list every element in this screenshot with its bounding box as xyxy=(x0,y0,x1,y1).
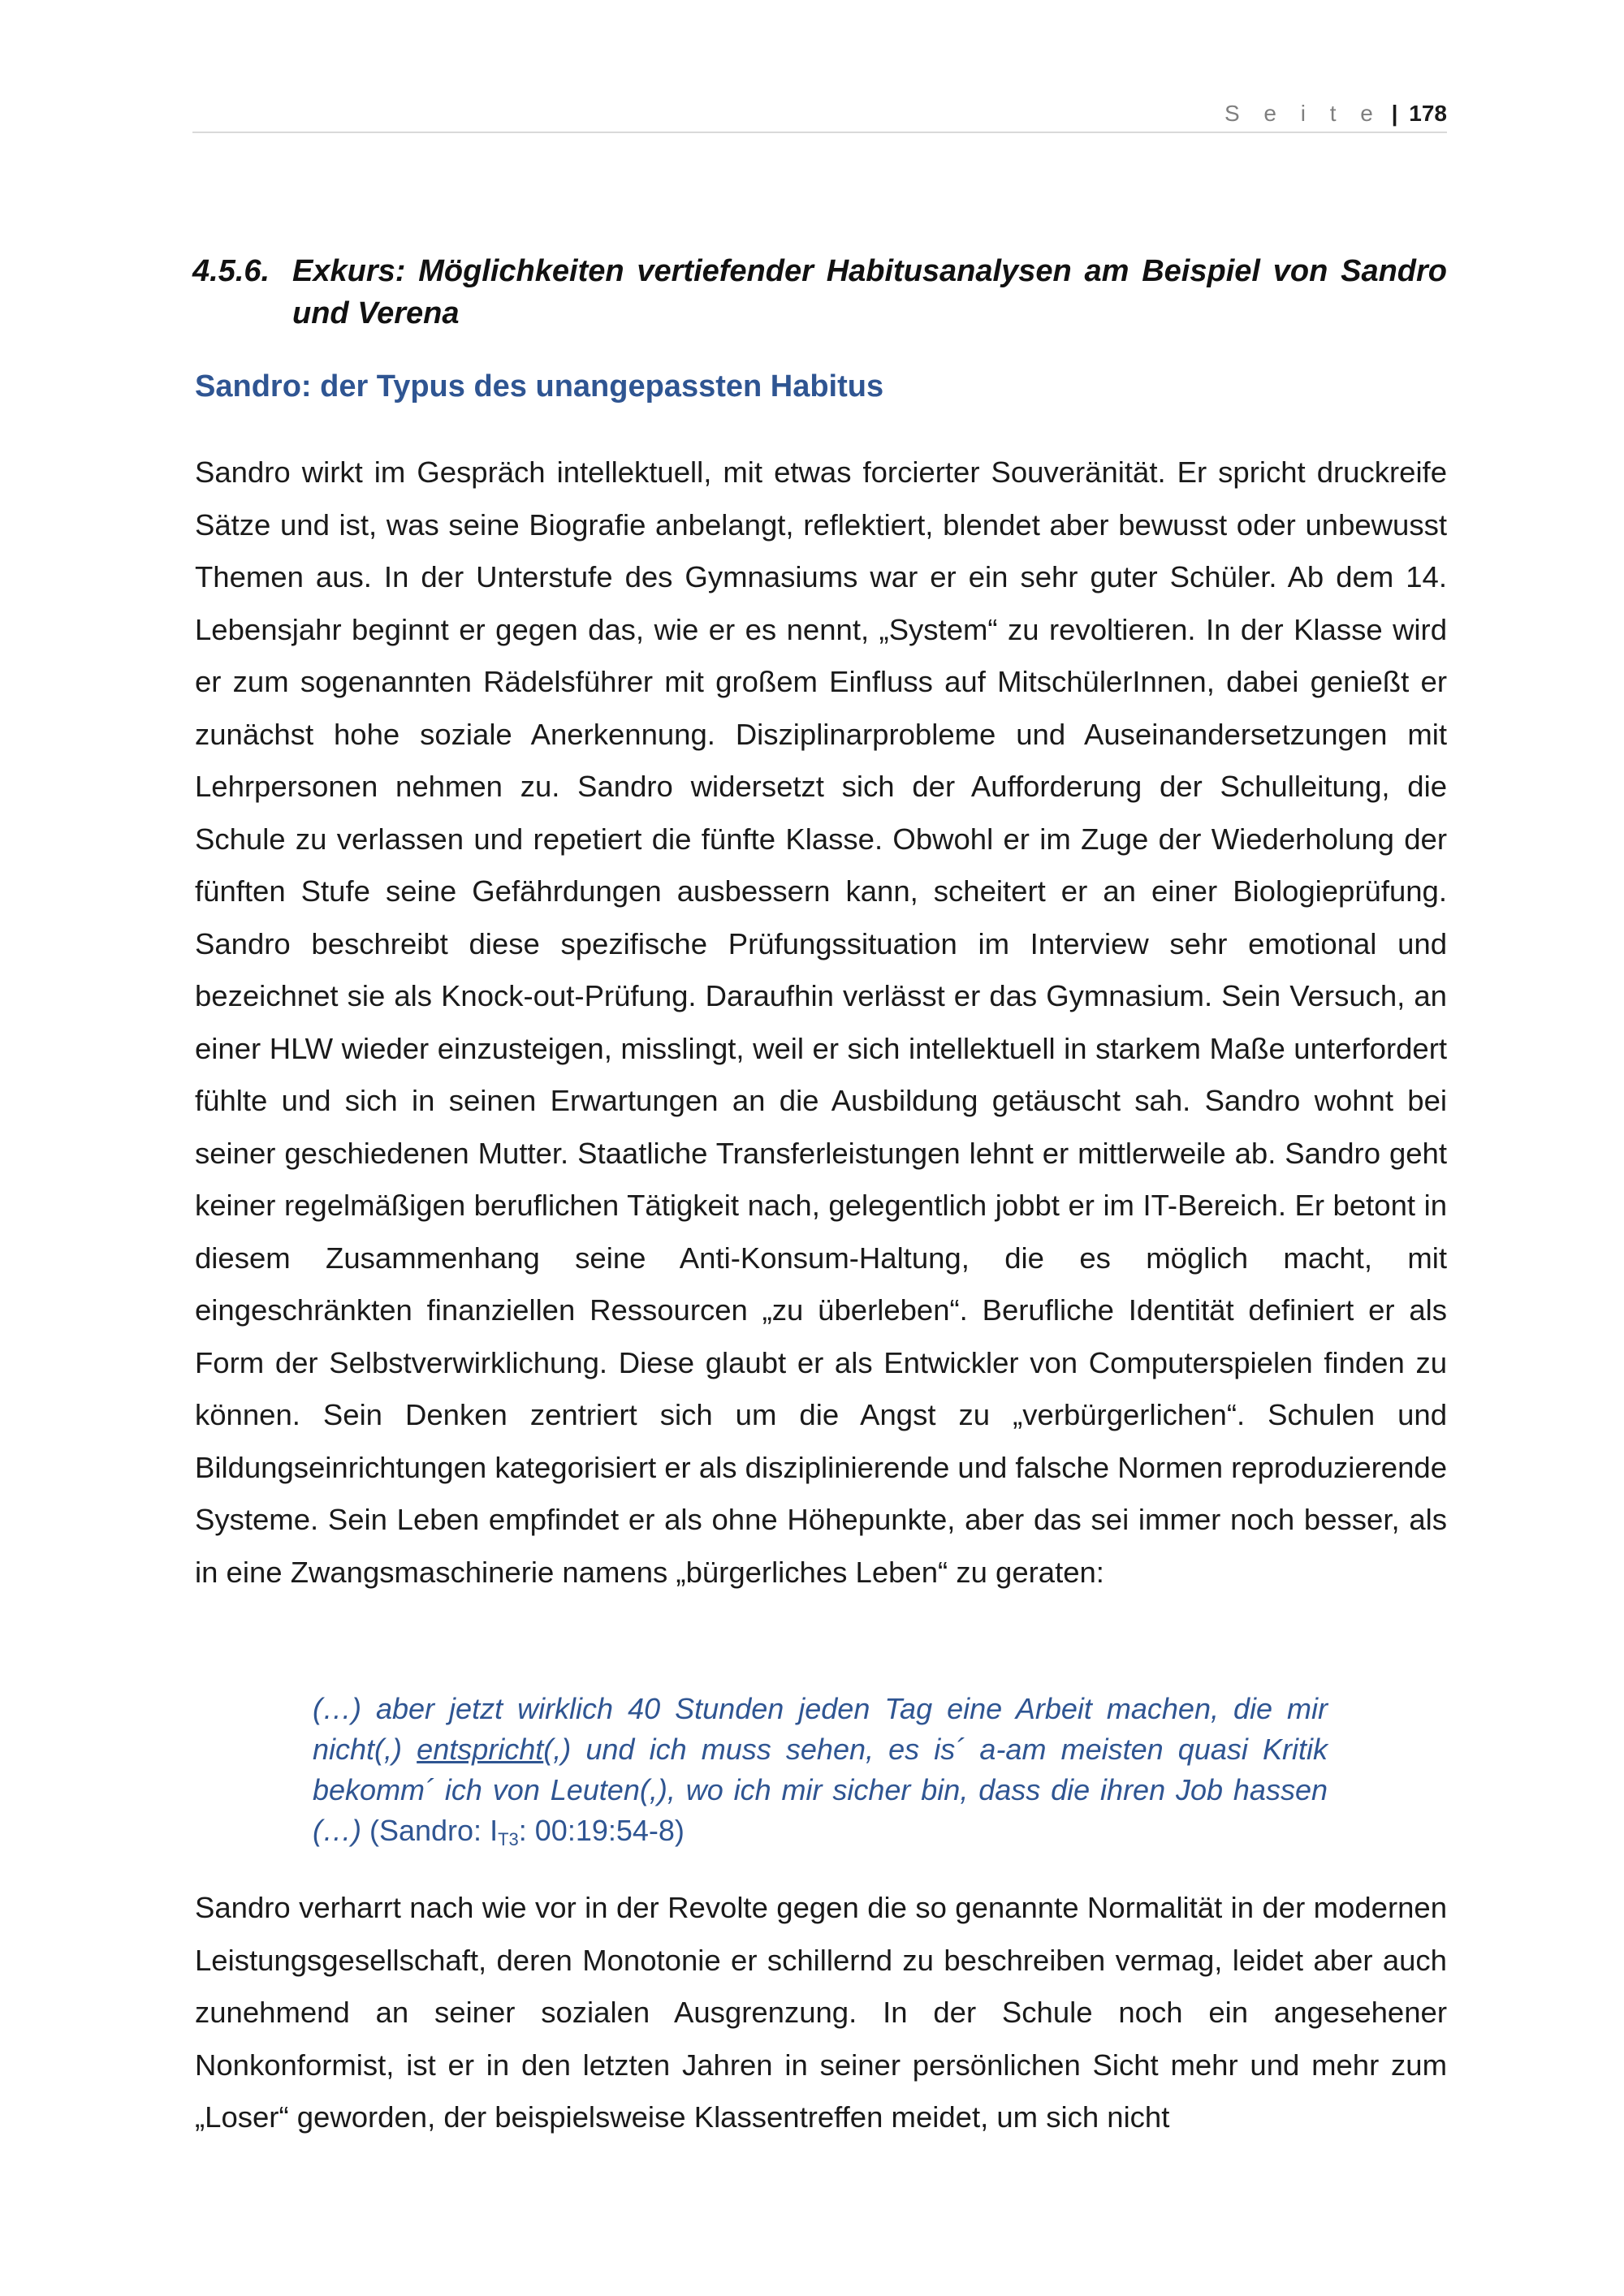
section-heading xyxy=(192,250,1447,334)
page-header xyxy=(192,96,1447,133)
block-quote xyxy=(313,1689,1328,1851)
body-paragraph-2: Sandro verharrt nach wie vor in der Revolte gegen die so genannte Normalität in der modernen Leistungsgesellschaft, deren Monotonie er schillernd zu beschreiben vermag, leidet aber auch zunehmend an seiner sozialen Ausgrenzung. In der Schule noch ein angesehener Nonkonformist, ist er in den letzten Jahren in seiner persönlichen Sicht mehr und mehr zum „Loser“ geworden, der beispielsweise Klassentreffen meidet, um sich nicht xyxy=(195,1891,1447,2134)
quote-source-prefix: (Sandro: I xyxy=(361,1814,499,1847)
quote-text-2: (,) und ich muss sehen, es is´ a-am meisten quasi Kritik bekomm´ ich von Leuten(,), wo ich mir sicher bin, dass die ihren Job hassen (…) xyxy=(313,1733,1328,1847)
page-label: S e i t e xyxy=(1224,101,1382,126)
quote-source-sub: T3 xyxy=(498,1829,519,1849)
quote-source xyxy=(361,1814,685,1847)
quote-underlined: entspricht xyxy=(417,1733,544,1766)
section-title: Exkurs: Möglichkeiten vertiefender Habitusanalysen am Beispiel von Sandro und Verena xyxy=(292,254,1447,330)
quote-text-1: (…) aber jetzt wirklich 40 Stunden jeden Tag eine Arbeit machen, die mir nicht(,) xyxy=(313,1692,1328,1766)
page-number: 178 xyxy=(1409,101,1447,126)
subheading: Sandro: der Typus des unangepassten Habitus xyxy=(195,369,884,404)
quote-source-suffix: : 00:19:54-8) xyxy=(518,1814,685,1847)
section-number: 4.5.6. xyxy=(192,254,270,288)
header-separator: | xyxy=(1391,101,1398,126)
body-paragraph-1: Sandro wirkt im Gespräch intellektuell, mit etwas forcierter Souveränität. Er spricht druckreife Sätze und ist, was seine Biografie anbelangt, reflektiert, blendet aber bewusst oder unbewusst Themen aus. In der Unterstufe des Gymnasiums war er ein sehr guter Schüler. Ab dem 14. Lebensjahr beginnt er gegen das, wie er es nennt, „System“ zu revoltieren. In der Klasse wird er zum sogenannten Rädelsführer mit großem Einfluss auf MitschülerInnen, dabei genießt er zunächst hohe soziale Anerkennung. Disziplinarprobleme und Auseinandersetzungen mit Lehrpersonen nehmen zu. Sandro widersetzt sich der Aufforderung der Schulleitung, die Schule zu verlassen und repetiert die fünfte Klasse. Obwohl er im Zuge der Wiederholung der fünften Stufe seine Gefährdungen ausbessern kann, scheitert er an einer Biologieprüfung. Sandro beschreibt diese spezifische Prüfungssituation im Interview sehr emotional und bezeichnet sie als Knock-out-Prüfung. Daraufhin verlässt er das Gymnasium. Sein Versuch, an einer HLW wieder einzusteigen, misslingt, weil er sich intellektuell in starkem Maße unterfordert fühlte und sich in seinen Erwartungen an die Ausbildung getäuscht sah. Sandro wohnt bei seiner geschiedenen Mutter. Staatliche Transferleistungen lehnt er mittlerweile ab. Sandro geht keiner regelmäßigen beruflichen Tätigkeit nach, gelegentlich jobbt er im IT-Bereich. Er betont in diesem Zusammenhang seine Anti-Konsum-Haltung, die es möglich macht, mit eingeschränkten finanziellen Ressourcen „zu überleben“. Berufliche Identität definiert er als Form der Selbstverwirklichung. Diese glaubt er als Entwickler von Computerspielen finden zu können. Sein Denken zentriert sich um die Angst zu „verbürgerlichen“. Schulen und Bildungseinrichtungen kategorisiert er als disziplinierende und falsche Normen reproduzierende Systeme. Sein Leben empfindet er als ohne Höhepunkte, aber das sei immer noch besser, als in eine Zwangsmaschinerie namens „bürgerliches Leben“ zu geraten: xyxy=(195,455,1448,1589)
